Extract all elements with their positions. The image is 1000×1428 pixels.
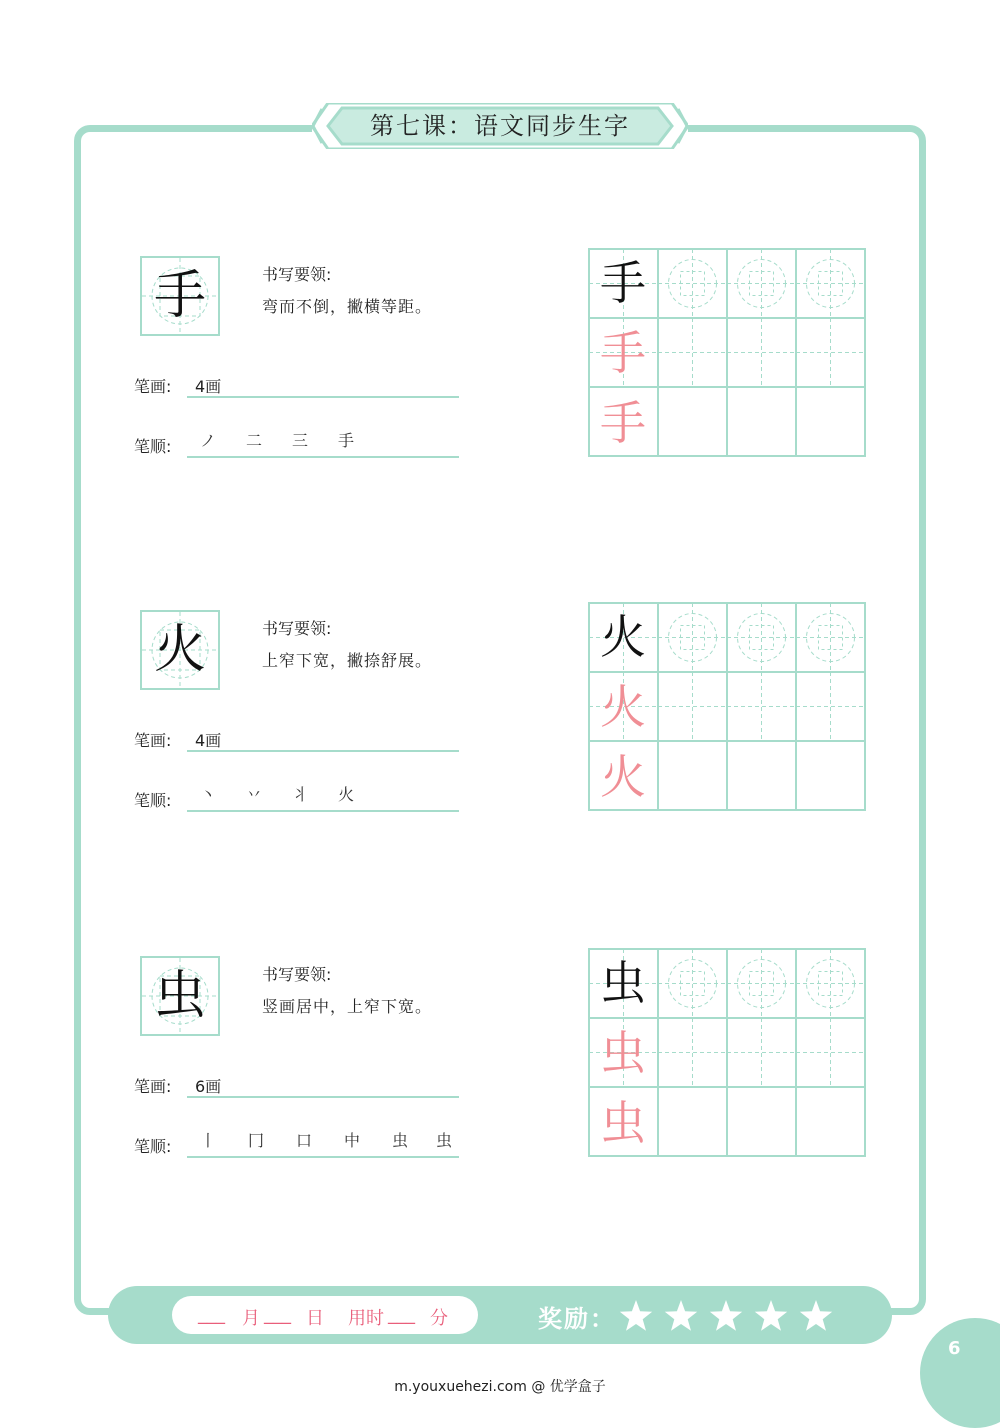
grid-cell — [796, 741, 865, 810]
grid-cell — [658, 387, 727, 456]
stroke-order-step: 手 — [338, 431, 355, 450]
bottom-info-bar — [108, 1286, 892, 1344]
character-section-2 — [0, 610, 1000, 840]
minutes-blank[interactable]: ___ — [388, 1304, 415, 1325]
grid-cell — [658, 1087, 727, 1156]
character-model-box — [140, 256, 220, 336]
grid-cell — [727, 1087, 796, 1156]
practice-trace-char: 手 — [600, 396, 646, 450]
time-used-label: 用时 — [348, 1308, 384, 1329]
practice-trace-char: 火 — [600, 680, 646, 734]
practice-grid — [588, 602, 868, 818]
stroke-count-value: 6画 — [195, 1077, 222, 1096]
stroke-order-step: 丨 — [200, 1131, 217, 1150]
stroke-count-label: 笔画: — [134, 1077, 172, 1096]
model-character: 虫 — [153, 966, 206, 1026]
stroke-order-step: 火 — [338, 785, 355, 804]
stroke-order-label: 笔顺: — [134, 437, 172, 456]
minute-label: 分 — [430, 1308, 448, 1329]
date-time-pill — [172, 1296, 478, 1334]
practice-model-char: 火 — [600, 610, 646, 664]
page-number-badge — [920, 1318, 1000, 1428]
practice-model-char: 虫 — [600, 956, 646, 1010]
practice-trace-char: 虫 — [600, 1096, 646, 1150]
stroke-count-line — [187, 1096, 459, 1098]
character-section-3 — [0, 956, 1000, 1186]
stroke-order-label: 笔顺: — [134, 1137, 172, 1156]
grid-cell — [796, 387, 865, 456]
tips-text: 竖画居中，上窄下宽。 — [262, 997, 433, 1016]
tips-label: 书写要领: — [262, 965, 332, 984]
tips-text: 上窄下宽，撇捺舒展。 — [262, 651, 433, 670]
stroke-order-step: 三 — [292, 431, 309, 450]
practice-grid — [588, 248, 868, 464]
character-section-1 — [0, 256, 1000, 486]
stroke-count-label: 笔画: — [134, 377, 172, 396]
stroke-order-step: 丶 — [200, 785, 217, 804]
footer-watermark: m.youxuehezi.com @ 优学盒子 — [394, 1379, 606, 1395]
month-blank[interactable]: ___ — [198, 1304, 225, 1325]
model-character: 手 — [153, 266, 206, 326]
stroke-count-line — [187, 750, 459, 752]
grid-cell — [796, 1087, 865, 1156]
stroke-order-step: 虫 — [392, 1131, 409, 1150]
page-number: 6 — [948, 1338, 961, 1359]
stroke-order-line — [187, 810, 459, 812]
stroke-order-step: 丬 — [292, 785, 309, 804]
month-label: 月 — [242, 1308, 260, 1329]
reward-star-icon[interactable] — [710, 1300, 742, 1331]
reward-star-icon[interactable] — [665, 1300, 697, 1331]
grid-cell — [727, 387, 796, 456]
tips-label: 书写要领: — [262, 619, 332, 638]
stroke-order-step: 二 — [246, 431, 263, 450]
stroke-order-step: ノ — [200, 431, 217, 450]
title-banner — [312, 103, 688, 149]
stroke-order-step: 中 — [344, 1131, 361, 1150]
character-model-box — [140, 956, 220, 1036]
stroke-count-label: 笔画: — [134, 731, 172, 750]
reward-star-icon[interactable] — [800, 1300, 832, 1331]
stroke-count-value: 4画 — [195, 377, 222, 396]
character-model-box — [140, 610, 220, 690]
page-title: 第七课：语文同步生字 — [370, 112, 630, 140]
reward-star-icon[interactable] — [755, 1300, 787, 1331]
stroke-count-line — [187, 396, 459, 398]
grid-cell — [658, 741, 727, 810]
reward-star-icon[interactable] — [620, 1300, 652, 1331]
practice-model-char: 手 — [600, 256, 646, 310]
practice-grid — [588, 948, 868, 1164]
stroke-order-step: 口 — [296, 1131, 313, 1150]
grid-cell — [727, 741, 796, 810]
tips-text: 弯而不倒，撇横等距。 — [262, 297, 433, 316]
stroke-order-label: 笔顺: — [134, 791, 172, 810]
stroke-order-step: 丷 — [246, 785, 263, 804]
reward-label: 奖励： — [538, 1305, 616, 1333]
practice-trace-char: 手 — [600, 326, 646, 380]
stroke-count-value: 4画 — [195, 731, 222, 750]
stroke-order-line — [187, 456, 459, 458]
stroke-order-step: 冂 — [248, 1131, 265, 1150]
model-character: 火 — [153, 620, 206, 680]
stroke-order-step: 虫 — [436, 1131, 453, 1150]
stroke-order-line — [187, 1156, 459, 1158]
reward-stars — [618, 1298, 848, 1334]
tips-label: 书写要领: — [262, 265, 332, 284]
practice-trace-char: 虫 — [600, 1026, 646, 1080]
day-blank[interactable]: ___ — [264, 1304, 291, 1325]
day-label: 日 — [306, 1308, 324, 1329]
practice-trace-char: 火 — [600, 750, 646, 804]
